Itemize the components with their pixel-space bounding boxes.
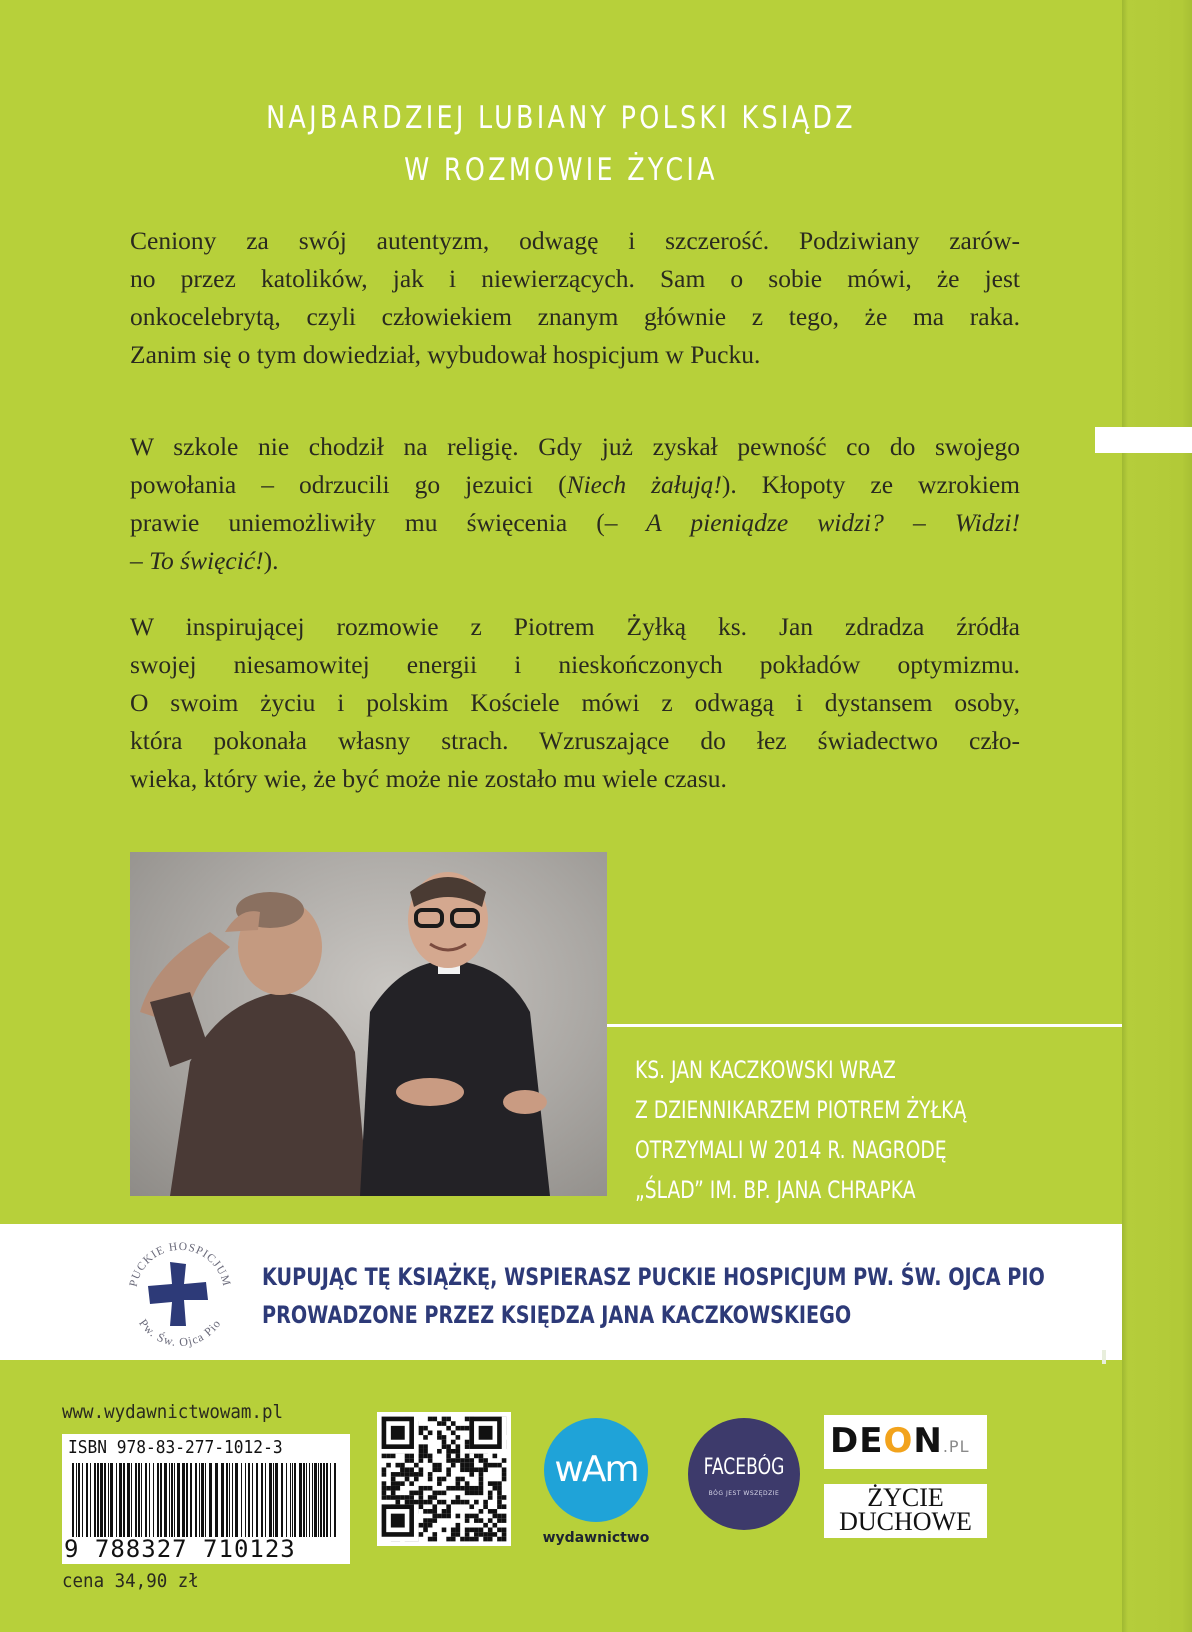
qr-code-icon: [377, 1412, 511, 1546]
deon-o-letter: O: [883, 1421, 914, 1461]
blurb-line: która pokonała własny strach. Wzruszające do łez świadectwo czło-: [130, 726, 1020, 755]
headline-line-2: W ROZMOWIE ŻYCIA: [404, 152, 718, 188]
blurb-paragraph-3: [130, 608, 1020, 798]
publisher-website: www.wydawnictwowam.pl: [62, 1401, 284, 1423]
deon-domain: .PL: [942, 1437, 970, 1456]
caption-divider: [607, 1024, 1122, 1027]
caption-line: KS. JAN KACZKOWSKI WRAZ: [635, 1056, 896, 1084]
blurb-line: swojej niesamowitej energii i nieskończonych pokładów optymizmu.: [130, 650, 1020, 679]
deon-text-part: N: [913, 1421, 943, 1461]
blurb-line: Zanim się o tym dowiedział, wybudował hospicjum w Pucku.: [130, 340, 761, 369]
zd-line-2: DUCHOWE: [839, 1507, 972, 1536]
hospice-cross-logo: [118, 1232, 242, 1356]
blurb-line: Ceniony za swój autentyzm, odwagę i szczerość. Podziwiany zarów-: [130, 226, 1020, 255]
blurb-line: onkocelebrytą, czyli człowiekiem znanym głównie z tego, że ma raka.: [130, 302, 1020, 331]
banner-text: [262, 1258, 1045, 1334]
isbn-label: ISBN 978-83-277-1012-3: [68, 1437, 283, 1458]
blurb-line: no przez katolików, jak i niewierzących. Sam o sobie mówi, że jest: [130, 264, 1020, 293]
caption-line: „ŚLAD” IM. BP. JANA CHRAPKA: [635, 1176, 916, 1204]
blurb-italic: Niech żałują!: [566, 470, 722, 499]
blurb-italic: – To święcić!: [130, 546, 264, 575]
facebog-logo-text: FACEBÓG: [703, 1455, 785, 1480]
blurb-italic: – A pieniądze widzi? – Widzi!: [604, 508, 1021, 537]
photo-caption: [635, 1050, 994, 1210]
banner-line-2: PROWADZONE PRZEZ KSIĘDZA JANA KACZKOWSKIEGO: [262, 1301, 852, 1329]
blurb-text: powołania – odrzucili go jezuici (: [130, 470, 567, 499]
blurb-text: ).: [263, 546, 279, 575]
deon-logo-text: [830, 1421, 969, 1461]
logo-text-bottom: Pw. Św. Ojca Pio: [136, 1316, 224, 1350]
spine-white-tab: [1095, 427, 1192, 453]
logo-text-top: PUCKIE HOSPICJUM: [127, 1240, 233, 1289]
deon-text-part: DE: [830, 1421, 884, 1461]
blurb-paragraph-2: [130, 428, 1020, 580]
wam-logo-subtitle: wydawnictwo: [542, 1530, 650, 1546]
blurb-line: [130, 542, 1020, 580]
blurb-line: wieka, który wie, że być może nie zostało mu wiele czasu.: [130, 764, 727, 793]
facebog-logo-subtitle: BÓG JEST WSZĘDZIE: [708, 1490, 780, 1497]
author-photo-illustration: [130, 852, 607, 1196]
blurb-line: [130, 466, 1020, 504]
zycie-duchowe-logo-text: [824, 1483, 987, 1536]
price-label: cena 34,90 zł: [62, 1570, 199, 1592]
author-photo: [130, 852, 607, 1196]
caption-line: Z DZIENNIKARZEM PIOTREM ŻYŁKĄ: [635, 1096, 967, 1124]
blurb-paragraph-1: [130, 222, 1020, 374]
wam-logo-text: wAm: [554, 1449, 638, 1490]
blurb-text: prawie uniemożliwiły mu święcenia (: [130, 508, 605, 537]
barcode-number: 9 788327 710123: [64, 1535, 296, 1563]
blurb-line: O swoim życiu i polskim Kościele mówi z odwagą i dystansem osoby,: [130, 688, 1020, 717]
blurb-text: ). Kłopoty ze wzrokiem: [721, 470, 1020, 499]
blurb-line: [130, 504, 1020, 542]
barcode-icon: [70, 1463, 342, 1537]
blurb-line: W inspirującej rozmowie z Piotrem Żyłką ks. Jan zdradza źródła: [130, 612, 1020, 641]
banner-line-1: KUPUJĄC TĘ KSIĄŻKĘ, WSPIERASZ PUCKIE HOSPICJUM PW. ŚW. OJCA PIO: [262, 1263, 1045, 1291]
cover-spine-edge: [1122, 0, 1192, 1632]
headline-line-1: NAJBARDZIEJ LUBIANY POLSKI KSIĄDZ: [266, 100, 856, 136]
edge-mark: [1102, 1350, 1106, 1364]
caption-line: OTRZYMALI W 2014 R. NAGRODĘ: [635, 1136, 947, 1164]
zd-line-1: ŻYCIE: [867, 1483, 944, 1512]
blurb-line: W szkole nie chodził na religię. Gdy już zyskał pewność co do swojego: [130, 432, 1020, 461]
